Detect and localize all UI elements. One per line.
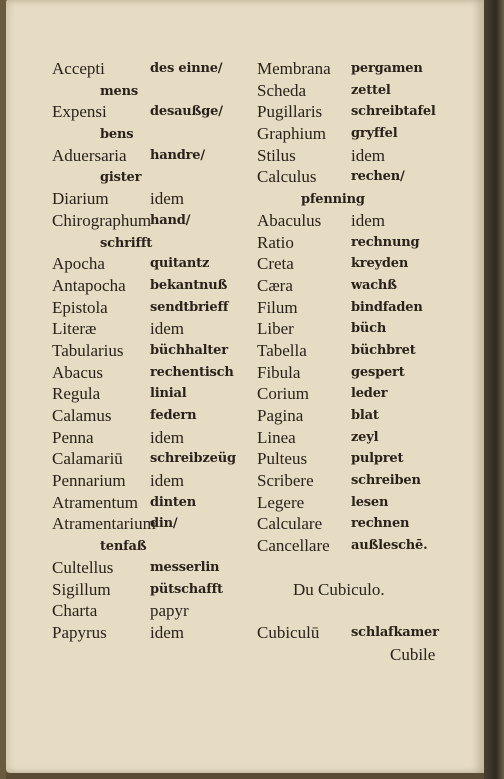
glossary-entry — [257, 622, 479, 644]
latin-term: Aduersaria — [52, 145, 127, 165]
german-term: schreibtafel — [351, 104, 436, 120]
glossary-entry — [52, 470, 252, 492]
latin-term: Atramentarium — [52, 514, 156, 534]
glossary-entry — [52, 622, 252, 644]
latin-term: Pagina — [257, 406, 304, 425]
latin-term: Linea — [257, 427, 296, 447]
latin-term: Epistola — [52, 297, 108, 317]
page-bottom-edge — [6, 773, 484, 779]
german-term: sendtbrieff — [150, 299, 229, 315]
german-term: pfenning — [301, 192, 365, 208]
glossary-entry — [257, 58, 479, 80]
latin-term: Abacus — [52, 362, 103, 382]
glossary-entry — [257, 123, 479, 145]
glossary-entry — [257, 579, 479, 601]
latin-term: Abaculus — [257, 210, 322, 230]
glossary-entry — [52, 58, 252, 80]
glossary-entry — [52, 210, 252, 232]
latin-term: Atramentum — [52, 492, 138, 512]
latin-term: Cancellare — [257, 536, 330, 556]
german-term: linial — [150, 386, 187, 402]
glossary-entry — [257, 644, 479, 666]
glossary-entry — [257, 405, 479, 427]
latin-term: Accepti — [52, 59, 105, 78]
glossary-entry — [257, 427, 479, 449]
german-term: büchbret — [351, 342, 416, 358]
german-term: pütschafft — [150, 581, 223, 597]
latin-term: Literæ — [52, 319, 97, 339]
glossary-entry — [52, 535, 252, 557]
glossary-entry — [257, 210, 479, 232]
glossary-entry — [52, 188, 252, 210]
glossary-entry — [52, 492, 252, 514]
glossary-entry — [52, 557, 252, 579]
german-term: messerlin — [150, 559, 220, 575]
glossary-entry — [52, 297, 252, 319]
latin-term: Calamus — [52, 406, 112, 425]
glossary-entry — [257, 362, 479, 384]
german-term: din/ — [150, 516, 178, 532]
german-term: gespert — [351, 364, 405, 380]
glossary-entry — [257, 297, 479, 319]
latin-term: Cultellus — [52, 557, 114, 577]
latin-term: Chirographum — [52, 210, 152, 230]
glossary-entry — [257, 557, 479, 579]
latin-term: Membrana — [257, 59, 331, 78]
german-term: zeyl — [351, 429, 379, 445]
german-term: pergamen — [351, 61, 423, 76]
glossary-entry — [257, 600, 479, 622]
glossary-entry — [52, 318, 252, 340]
glossary-entry — [257, 513, 479, 535]
glossary-entry — [52, 427, 252, 449]
glossary-entry — [52, 362, 252, 384]
german-term: außleschē. — [351, 538, 428, 554]
latin-term: Scribere — [257, 471, 314, 491]
german-term: schrifft — [100, 235, 153, 251]
german-term: idem — [150, 319, 184, 339]
glossary-entry — [257, 470, 479, 492]
latin-term: Calculare — [257, 514, 323, 534]
glossary-entry — [257, 383, 479, 405]
glossary-entry — [257, 448, 479, 470]
german-term: leder — [351, 386, 388, 402]
glossary-entry — [257, 492, 479, 514]
latin-term: Tabularius — [52, 340, 124, 360]
latin-term: Stilus — [257, 145, 296, 165]
german-term: bindfaden — [351, 299, 423, 315]
german-term: papyr — [150, 601, 189, 621]
german-term: rechentisch — [150, 364, 234, 380]
latin-term: Legere — [257, 492, 305, 512]
latin-term: Pennarium — [52, 471, 126, 491]
latin-term: Antapocha — [52, 275, 126, 295]
glossary-entry — [52, 448, 252, 470]
german-term: pulpret — [351, 451, 404, 467]
glossary-entry — [52, 101, 252, 123]
latin-term: Calamariū — [52, 449, 123, 469]
latin-term: Ratio — [257, 232, 294, 252]
german-term: federn — [150, 408, 197, 423]
latin-term: Graphium — [257, 124, 326, 144]
glossary-entry — [52, 123, 252, 145]
glossary-entry — [257, 166, 479, 188]
glossary-entry — [52, 166, 252, 188]
german-term: idem — [150, 189, 184, 209]
glossary-entry — [257, 340, 479, 362]
german-term: des einne/ — [150, 61, 223, 76]
glossary-entry — [257, 535, 479, 557]
glossary-entry — [257, 275, 479, 297]
glossary-entry — [257, 80, 479, 102]
german-term: schreibzeüg — [150, 451, 236, 467]
latin-term: Sigillum — [52, 579, 111, 599]
german-term: büch — [351, 321, 387, 337]
german-term: gryffel — [351, 126, 398, 142]
german-term: Cubile — [390, 644, 436, 664]
german-term: schreiben — [351, 473, 421, 489]
german-term: idem — [351, 145, 385, 165]
glossary-entry — [52, 145, 252, 167]
german-term: zettel — [351, 82, 391, 98]
german-term: idem — [150, 427, 184, 447]
latin-term: Liber — [257, 319, 294, 339]
glossary-entry — [52, 232, 252, 254]
glossary-entry — [52, 340, 252, 362]
book-gutter — [484, 0, 504, 779]
section-heading: Du Cubiculo. — [293, 579, 385, 599]
latin-term: Creta — [257, 254, 294, 274]
german-term: schlafkamer — [351, 624, 439, 640]
latin-term: Charta — [52, 601, 98, 621]
german-term: gister — [100, 170, 142, 186]
german-term: idem — [150, 471, 184, 491]
glossary-entry — [257, 145, 479, 167]
glossary-entry — [52, 405, 252, 427]
german-term: tenfaß — [100, 539, 147, 555]
german-term: rechnen — [351, 516, 410, 532]
latin-term: Pulteus — [257, 449, 308, 469]
latin-term: Corium — [257, 384, 309, 404]
german-term: idem — [351, 210, 385, 230]
latin-term: Calculus — [257, 167, 317, 187]
glossary-entry — [52, 513, 252, 535]
latin-term: Expensi — [52, 102, 107, 122]
glossary-entry — [52, 579, 252, 601]
german-term: mens — [100, 83, 138, 99]
latin-term: Papyrus — [52, 622, 107, 642]
latin-term: Pugillaris — [257, 102, 323, 122]
left-glossary-column — [52, 58, 252, 644]
german-term: wachß — [351, 277, 397, 293]
german-term: lesen — [351, 494, 389, 510]
glossary-entry — [52, 80, 252, 102]
glossary-entry — [52, 253, 252, 275]
latin-term: Filum — [257, 297, 298, 317]
latin-term: Diarium — [52, 189, 109, 209]
glossary-entry — [52, 600, 252, 622]
glossary-entry — [257, 101, 479, 123]
glossary-entry — [257, 318, 479, 340]
latin-term: Regula — [52, 384, 101, 404]
glossary-entry — [257, 188, 479, 210]
german-term: kreyden — [351, 256, 409, 272]
german-term: handre/ — [150, 147, 205, 163]
glossary-entry — [52, 383, 252, 405]
latin-term: Cubiculū — [257, 622, 320, 642]
german-term: idem — [150, 622, 184, 642]
german-term: quitantz — [150, 256, 210, 272]
german-term: blat — [351, 408, 379, 423]
german-term: bekantnuß — [150, 277, 228, 293]
latin-term: Fibula — [257, 362, 301, 382]
glossary-entry — [257, 232, 479, 254]
german-term: hand/ — [150, 212, 191, 228]
latin-term: Apocha — [52, 254, 105, 274]
glossary-entry — [257, 253, 479, 275]
right-glossary-column — [257, 58, 479, 665]
german-term: büchhalter — [150, 342, 228, 358]
latin-term: Cæra — [257, 275, 293, 295]
glossary-entry — [52, 275, 252, 297]
latin-term: Scheda — [257, 80, 307, 100]
german-term: desaußge/ — [150, 104, 223, 120]
german-term: rechnung — [351, 234, 420, 250]
latin-term: Penna — [52, 427, 94, 447]
german-term: rechen/ — [351, 169, 405, 185]
german-term: dinten — [150, 494, 197, 510]
german-term: bens — [100, 127, 134, 143]
latin-term: Tabella — [257, 340, 307, 360]
